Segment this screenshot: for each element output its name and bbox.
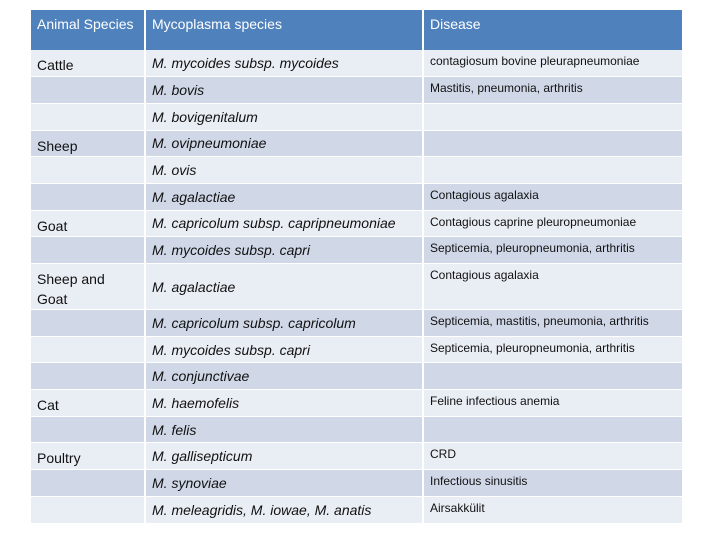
animal-cell: Goat xyxy=(31,210,145,237)
table-row xyxy=(31,157,682,184)
species-cell: M. ovipneumoniae xyxy=(145,130,423,157)
table-row xyxy=(31,50,682,77)
disease-cell xyxy=(423,157,682,184)
table-row xyxy=(31,183,682,210)
disease-cell: Contagious agalaxia xyxy=(423,183,682,210)
species-cell: M. agalactiae xyxy=(145,264,423,310)
animal-cell xyxy=(31,103,145,130)
animal-cell: Sheep xyxy=(31,130,145,157)
animal-cell xyxy=(31,310,145,337)
animal-cell: Poultry xyxy=(31,443,145,470)
disease-cell xyxy=(423,363,682,390)
species-cell: M. meleagridis, M. iowae, M. anatis xyxy=(145,496,423,523)
species-cell: M. haemofelis xyxy=(145,390,423,417)
disease-cell: Septicemia, mastitis, pneumonia, arthritis xyxy=(423,310,682,337)
header-animal-species: Animal Species xyxy=(31,10,145,50)
species-cell: M. mycoides subsp. capri xyxy=(145,237,423,264)
table-row xyxy=(31,130,682,157)
animal-cell xyxy=(31,77,145,104)
animal-cell: Cattle xyxy=(31,50,145,77)
disease-cell: Septicemia, pleuropneumonia, arthritis xyxy=(423,237,682,264)
table-row xyxy=(31,416,682,443)
disease-cell: Airsakkülit xyxy=(423,496,682,523)
disease-cell: Mastitis, pneumonia, arthritis xyxy=(423,77,682,104)
disease-cell: Septicemia, pleuropneumonia, arthritis xyxy=(423,336,682,363)
table-body xyxy=(31,50,682,523)
header-mycoplasma-species: Mycoplasma species xyxy=(145,10,423,50)
disease-cell: CRD xyxy=(423,443,682,470)
table-row xyxy=(31,390,682,417)
table-header xyxy=(31,10,682,50)
table-row xyxy=(31,470,682,497)
species-cell: M. mycoides subsp. capri xyxy=(145,336,423,363)
animal-cell xyxy=(31,336,145,363)
animal-cell xyxy=(31,183,145,210)
disease-cell: Contagious agalaxia xyxy=(423,264,682,310)
species-cell: M. capricolum subsp. capricolum xyxy=(145,310,423,337)
animal-cell xyxy=(31,363,145,390)
disease-cell: Contagious caprine pleuropneumoniae xyxy=(423,210,682,237)
animal-cell xyxy=(31,416,145,443)
disease-cell: Feline infectious anemia xyxy=(423,390,682,417)
species-cell: M. gallisepticum xyxy=(145,443,423,470)
disease-cell xyxy=(423,130,682,157)
table-row xyxy=(31,443,682,470)
species-cell: M. synoviae xyxy=(145,470,423,497)
animal-cell xyxy=(31,470,145,497)
table-row xyxy=(31,264,682,310)
species-cell: M. felis xyxy=(145,416,423,443)
species-cell: M. ovis xyxy=(145,157,423,184)
table-row xyxy=(31,336,682,363)
species-cell: M. agalactiae xyxy=(145,183,423,210)
animal-cell xyxy=(31,237,145,264)
species-cell: M. conjunctivae xyxy=(145,363,423,390)
table-row xyxy=(31,210,682,237)
table-row xyxy=(31,363,682,390)
table-row xyxy=(31,310,682,337)
animal-cell: Sheep and Goat xyxy=(31,264,145,310)
header-disease: Disease xyxy=(423,10,682,50)
disease-cell: Infectious sinusitis xyxy=(423,470,682,497)
table-row xyxy=(31,77,682,104)
animal-cell xyxy=(31,496,145,523)
disease-cell xyxy=(423,416,682,443)
header-row xyxy=(31,10,682,50)
species-cell: M. capricolum subsp. capripneumoniae xyxy=(145,210,423,237)
disease-cell: contagiosum bovine pleurapneumoniae xyxy=(423,50,682,77)
species-cell: M. mycoides subsp. mycoides xyxy=(145,50,423,77)
table-row xyxy=(31,103,682,130)
animal-cell xyxy=(31,157,145,184)
disease-cell xyxy=(423,103,682,130)
mycoplasma-table xyxy=(31,10,682,524)
table-row xyxy=(31,237,682,264)
animal-cell: Cat xyxy=(31,390,145,417)
table-row xyxy=(31,496,682,523)
species-cell: M. bovis xyxy=(145,77,423,104)
species-cell: M. bovigenitalum xyxy=(145,103,423,130)
